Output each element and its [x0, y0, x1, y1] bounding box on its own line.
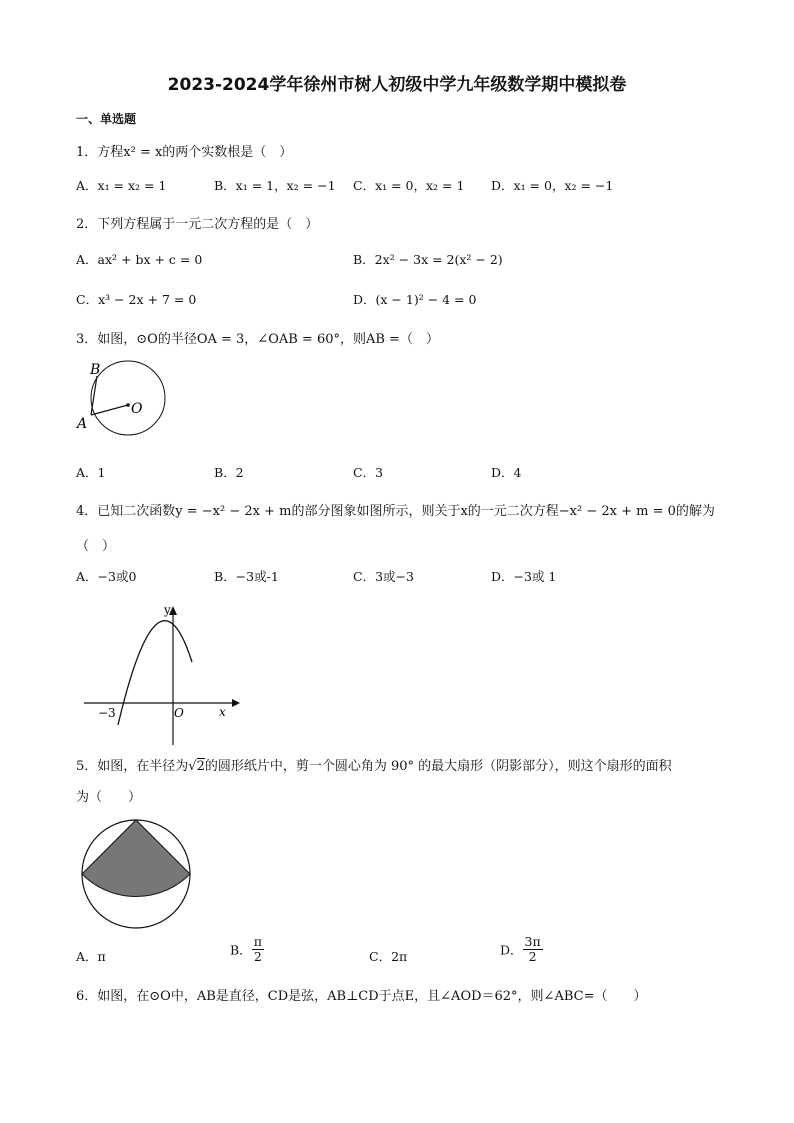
sqrt-sign: √: [188, 759, 197, 774]
x-axis-arrow: [232, 699, 240, 707]
option-b-numerator: π: [253, 934, 262, 949]
question-4-option-a: A．−3或0: [76, 569, 137, 584]
question-1-option-c: C．x₁ = 0，x₂ = 1: [353, 178, 465, 193]
question-4-option-c: C．3或−3: [353, 569, 414, 584]
question-2-option-d: D．(x − 1)² − 4 = 0: [353, 292, 477, 307]
section-heading: 一、单选题: [76, 112, 137, 126]
option-d-numerator: 3π: [524, 934, 541, 949]
question-5-stem-cont: 为（ ）: [76, 790, 142, 805]
question-4-figure: [84, 600, 244, 750]
question-6-stem: 6．如图，在⊙O中，AB是直径，CD是弦，AB⊥CD于点E，且∠AOD＝62°，则∠ABC=（ ）: [76, 989, 647, 1004]
option-b-fraction: [252, 935, 264, 964]
question-5-option-a: A．π: [76, 949, 106, 964]
question-5-option-d: [500, 935, 543, 964]
question-1-option-b: B．x₁ = 1，x₂ = −1: [214, 178, 336, 193]
question-2-option-a: A．ax² + bx + c = 0: [76, 252, 203, 267]
q5-stem-post: 的圆形纸片中，剪一个圆心角为 90° 的最大扇形（阴影部分），则这个扇形的面积: [204, 759, 672, 774]
q5-radicand: 2: [196, 759, 205, 774]
label-b: B: [90, 362, 101, 378]
label-o: O: [131, 401, 143, 417]
option-d-denominator: 2: [528, 948, 537, 964]
question-3-option-a: A．1: [76, 465, 106, 480]
question-2-option-c: C．x³ − 2x + 7 = 0: [76, 292, 197, 307]
label-a: A: [77, 416, 88, 432]
page-title: 2023-2024学年徐州市树人初级中学九年级数学期中模拟卷: [167, 75, 627, 95]
shaded-sector: [82, 820, 190, 897]
question-5-option-c: C．2π: [369, 949, 408, 964]
question-1-option-d: D．x₁ = 0，x₂ = −1: [491, 178, 614, 193]
root-label: −3: [98, 706, 116, 720]
option-d-fraction: [523, 935, 543, 964]
question-5-option-b: [230, 935, 264, 964]
question-3-stem: 3．如图，⊙O的半径OA = 3，∠OAB = 60°，则AB =（ ）: [76, 332, 439, 347]
question-3-figure: [74, 358, 174, 438]
option-b-denominator: 2: [253, 948, 262, 964]
question-4-stem-cont: （ ）: [76, 539, 116, 554]
question-1-stem: 1．方程x² = x的两个实数根是（ ）: [76, 145, 293, 160]
circle-o: [91, 361, 165, 435]
y-label: y: [164, 603, 171, 617]
question-4-option-b: B．−3或-1: [214, 569, 279, 584]
option-b-label: B．: [230, 942, 252, 958]
question-1-option-a: A．x₁ = x₂ = 1: [76, 178, 167, 193]
question-2-stem: 2．下列方程属于一元二次方程的是（ ）: [76, 217, 319, 232]
question-3-option-d: D．4: [491, 465, 522, 480]
question-4-option-d: D．−3或 1: [491, 569, 557, 584]
x-label: x: [219, 705, 226, 719]
question-5-figure: [78, 818, 194, 930]
question-5-stem: [76, 755, 672, 774]
origin-label: O: [174, 706, 184, 720]
question-3-option-c: C．3: [353, 465, 384, 480]
q5-stem-pre: 5．如图，在半径为: [76, 759, 189, 774]
question-4-stem: 4．已知二次函数y = −x² − 2x + m的部分图象如图所示，则关于x的一元二次方程−x² − 2x + m = 0的解为: [76, 504, 715, 519]
question-2-option-b: B．2x² − 3x = 2(x² − 2): [353, 252, 503, 267]
radius-oa: [91, 405, 128, 415]
center-point: [126, 403, 130, 407]
option-d-label: D．: [500, 942, 523, 958]
chord-ab: [91, 376, 97, 415]
question-3-option-b: B．2: [214, 465, 244, 480]
